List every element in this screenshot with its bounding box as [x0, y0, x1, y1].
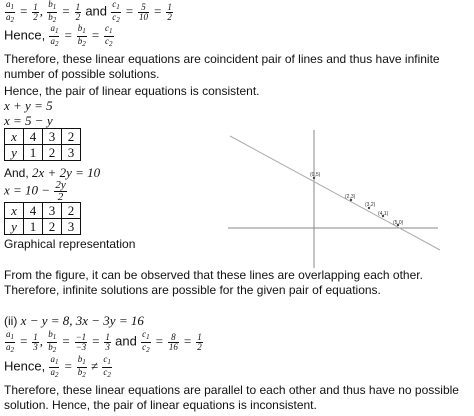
fraction-c1-c2: $\frac{c_1}{c_2}$ — [103, 354, 111, 379]
fraction-8-16: $\frac{8}{16}$ — [168, 332, 178, 352]
table-cell: 3 — [43, 129, 62, 145]
table-cell: 4 — [24, 203, 43, 219]
table-cell: 3 — [62, 219, 81, 235]
equation-2-solved-left: x = 10 − — [4, 182, 51, 198]
point-markers — [313, 177, 399, 226]
table-row — [5, 129, 81, 145]
fraction-b1-b2: $\frac{b_1}{b_2}$ — [48, 329, 57, 354]
point-label: (3,2) — [365, 202, 376, 208]
fraction-c1-c2: $\frac{c_1}{c_2}$ — [112, 0, 120, 24]
consistent-text: Hence, the pair of linear equations is consistent. — [4, 84, 260, 98]
fraction-2y-2: $\frac{2y}{2}$ — [55, 179, 66, 203]
table-cell: 4 — [24, 129, 43, 145]
point-label: (2,3) — [345, 194, 356, 200]
parallel-text: Therefore, these linear equations are parallel to each other and thus have no possible — [4, 383, 459, 397]
table-cell: 1 — [24, 145, 43, 161]
fraction-1-2: $\frac{1}{2}$ — [167, 2, 172, 22]
table-row — [5, 219, 81, 235]
table-cell: 3 — [62, 145, 81, 161]
hence-line-2: Hence, $\frac{a_1}{a_2}$ = $\frac{b_1}{b_2}$ ≠ $\frac{c_1}{c_2}$ — [4, 354, 111, 379]
table-cell: x — [5, 129, 24, 145]
and-word: and — [115, 333, 137, 349]
inconsistent-text: solution. Hence, the pair of linear equations is inconsistent. — [4, 398, 317, 412]
fraction-1-3: $\frac{1}{3}$ — [33, 332, 38, 352]
fraction-c1-c2: $\frac{c_1}{c_2}$ — [105, 23, 113, 48]
ratio-line-1: $\frac{a_1}{a_2}$ = $\frac{1}{2}$ , $\frac{b_1}{b_2}$ = $\frac{1}{2}$ and $\frac{c_1}{c_2}$ = $\frac{5}{10}$ = $\frac{1}{2}$ — [6, 0, 172, 24]
fraction-a1-a2: $\frac{a_1}{a_2}$ — [50, 23, 59, 48]
fraction-1-3: $\frac{1}{3}$ — [105, 332, 110, 352]
and-label: And, — [4, 166, 29, 180]
point-label: (4,1) — [378, 211, 389, 217]
values-table-2 — [4, 202, 81, 235]
point-label: (0,5) — [310, 172, 321, 178]
table-cell: 1 — [24, 219, 43, 235]
coincident-text-2: number of possible solutions. — [4, 67, 160, 81]
table-cell: x — [5, 203, 24, 219]
fraction-b1-b2: $\frac{b_1}{b_2}$ — [48, 0, 57, 24]
and-word: and — [85, 3, 108, 19]
table-cell: 2 — [43, 219, 62, 235]
fraction-1-2: $\frac{1}{2}$ — [33, 2, 38, 22]
part2-label: (ii) — [4, 314, 18, 328]
fraction-neg1-neg3: $\frac{-1}{-3}$ — [75, 332, 87, 352]
equation-1: x + y = 5 — [4, 98, 53, 113]
hence-line-1: Hence, $\frac{a_1}{a_2}$ = $\frac{b_1}{b_2}$ = $\frac{c_1}{c_2}$ — [4, 23, 113, 48]
table-cell: 2 — [62, 129, 81, 145]
coincident-text: Therefore, these linear equations are coincident pair of lines and thus have infinite — [4, 52, 440, 66]
table-row — [5, 203, 81, 219]
graph-caption: Graphical representation — [4, 237, 136, 251]
graph-figure — [228, 130, 444, 270]
fraction-1-2: $\frac{1}{2}$ — [75, 2, 81, 22]
fraction-b1-b2: $\frac{b_1}{b_2}$ — [77, 23, 86, 48]
point-label: (5,0) — [393, 220, 404, 226]
part2-equations: x − y = 8, 3x − 3y = 16 — [20, 313, 144, 328]
hence-label: Hence, — [4, 27, 46, 43]
fraction-a1-a2: $\frac{a_1}{a_2}$ — [6, 0, 14, 24]
table-row — [5, 145, 81, 161]
part2-heading — [4, 314, 144, 328]
equation-2-solved — [4, 180, 68, 203]
observation-text: From the figure, it can be observed that these lines are overlapping each other. — [4, 268, 423, 282]
fraction-a1-a2: $\frac{a_1}{a_2}$ — [50, 354, 59, 379]
hence-label: Hence, — [4, 358, 46, 374]
fraction-a1-a2: $\frac{a_1}{a_2}$ — [6, 329, 14, 354]
solution-line — [230, 136, 440, 250]
ratio-line-2: $\frac{a_1}{a_2}$ = $\frac{1}{3}$ , $\frac{b_1}{b_2}$ = $\frac{-1}{-3}$ = $\frac{1}{3}$ and $\frac{c_1}{c_2}$ = $\frac{8}{16}$ = $\frac{1}{2}$ — [6, 329, 202, 354]
fraction-1-2: $\frac{1}{2}$ — [197, 332, 202, 352]
equation-2-line — [4, 166, 100, 180]
table-cell: 2 — [62, 203, 81, 219]
fraction-b1-b2: $\frac{b_1}{b_2}$ — [77, 354, 86, 379]
fraction-5-10: $\frac{5}{10}$ — [139, 2, 149, 22]
values-table-1 — [4, 128, 81, 161]
fraction-c1-c2: $\frac{c_1}{c_2}$ — [142, 329, 150, 354]
table-cell: y — [5, 145, 24, 161]
equation-1-solved: x = 5 − y — [4, 113, 53, 128]
equation-2: 2x + 2y = 10 — [32, 165, 101, 180]
table-cell: y — [5, 219, 24, 235]
table-cell: 2 — [43, 145, 62, 161]
infinite-solutions-text: Therefore, infinite solutions are possible for the given pair of equations. — [4, 283, 381, 297]
table-cell: 3 — [43, 203, 62, 219]
